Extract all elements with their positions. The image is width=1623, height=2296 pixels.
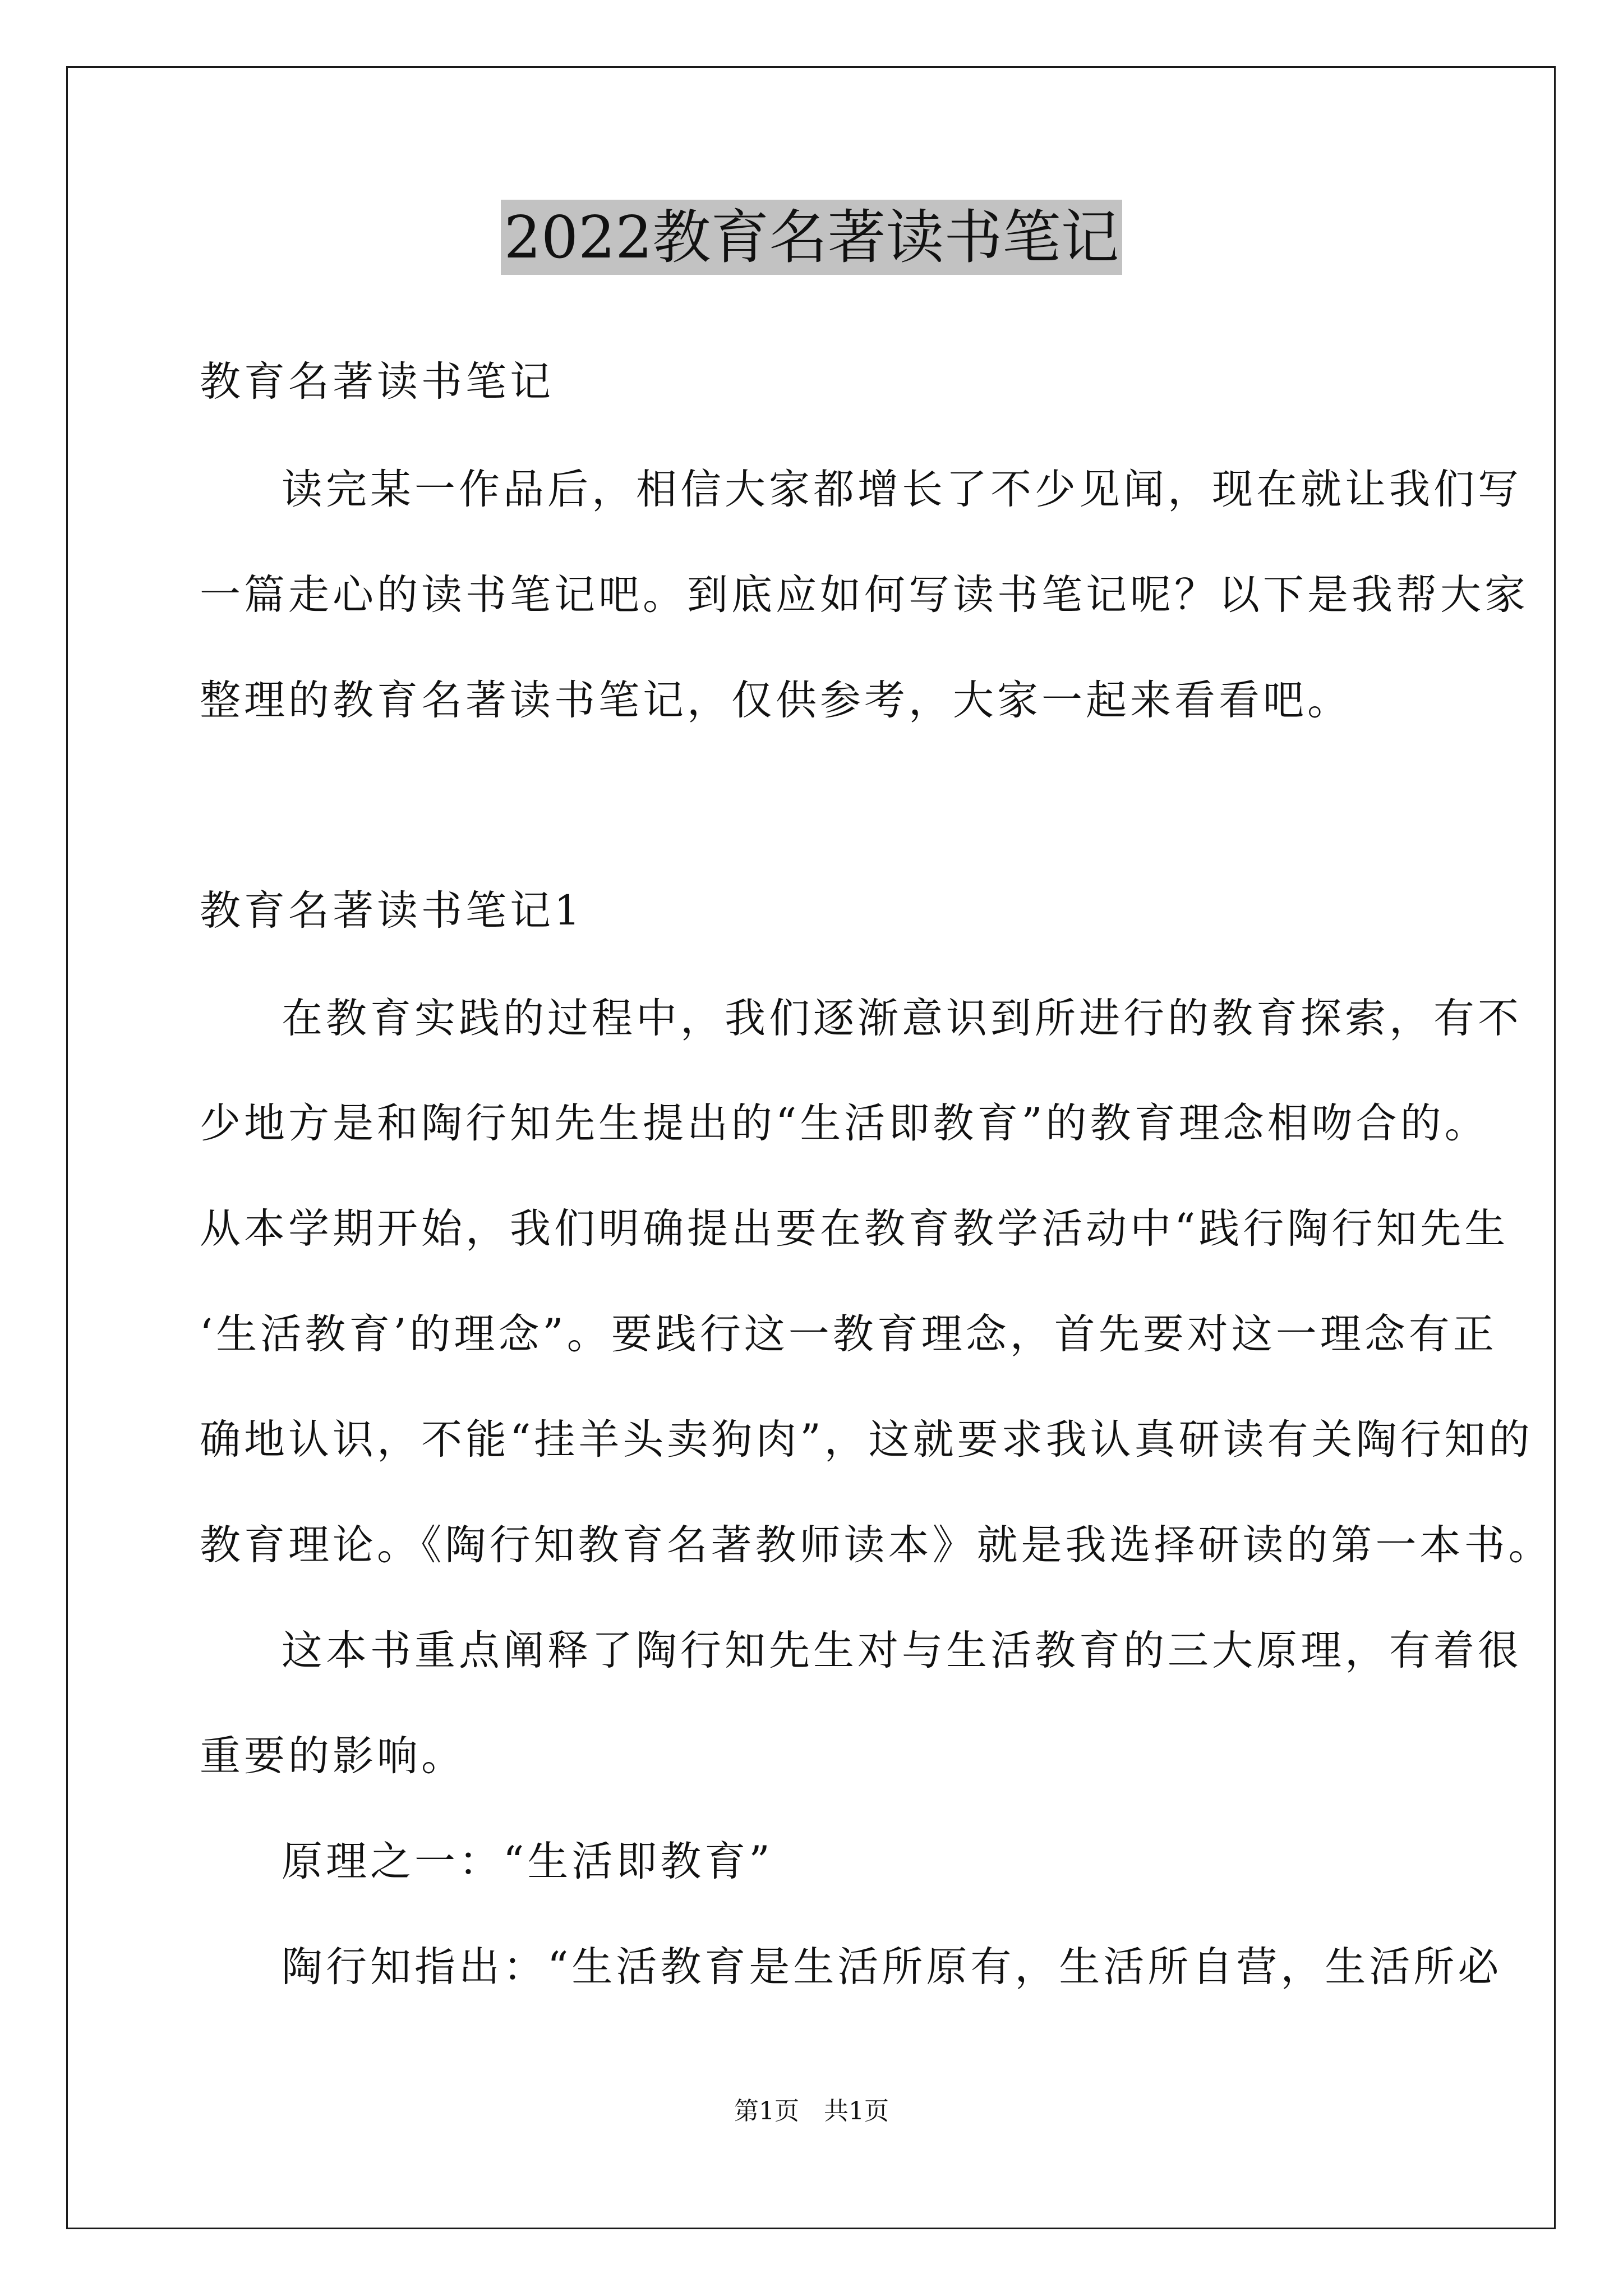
title-container xyxy=(0,200,1623,275)
page-footer: 第1页 共1页 xyxy=(734,2097,889,2125)
paragraph-line: 陶行知指出：“生活教育是生活所原有，生活所自营，生活所必 xyxy=(282,1943,1502,1991)
paragraph-line: 在教育实践的过程中，我们逐渐意识到所进行的教育探索，有不 xyxy=(282,995,1522,1042)
paragraph-line: 原理之一：“生活即教育” xyxy=(282,1838,773,1885)
paragraph-line: 教育理论。《陶行知教育名著教师读本》就是我选择研读的第一本书。 xyxy=(200,1521,1553,1569)
paragraph-line: 少地方是和陶行知先生提出的“生活即教育”的教育理念相吻合的。 xyxy=(200,1099,1489,1147)
paragraph-line: 确地认识，不能“挂羊头卖狗肉”，这就要求我认真研读有关陶行知的 xyxy=(200,1416,1533,1464)
paragraph-line: 从本学期开始，我们明确提出要在教育教学活动中“践行陶行知先生 xyxy=(200,1205,1509,1253)
paragraph-line: 重要的影响。 xyxy=(200,1732,465,1780)
paragraph-line: ‘生活教育’的理念”。要践行这一教育理念，首先要对这一理念有正 xyxy=(200,1310,1497,1358)
paragraph-line: 一篇走心的读书笔记吧。到底应如何写读书笔记呢？以下是我帮大家 xyxy=(200,571,1529,619)
paragraph-line: 这本书重点阐释了陶行知先生对与生活教育的三大原理，有着很 xyxy=(282,1627,1522,1674)
section-heading-note-1: 教育名著读书笔记1 xyxy=(200,887,584,935)
paragraph-line: 整理的教育名著读书笔记，仅供参考，大家一起来看看吧。 xyxy=(200,677,1352,724)
document-title: 2022教育名著读书笔记 xyxy=(501,200,1123,275)
section-heading-intro: 教育名著读书笔记 xyxy=(200,358,554,406)
paragraph-line: 读完某一作品后，相信大家都增长了不少见闻，现在就让我们写 xyxy=(282,466,1522,513)
